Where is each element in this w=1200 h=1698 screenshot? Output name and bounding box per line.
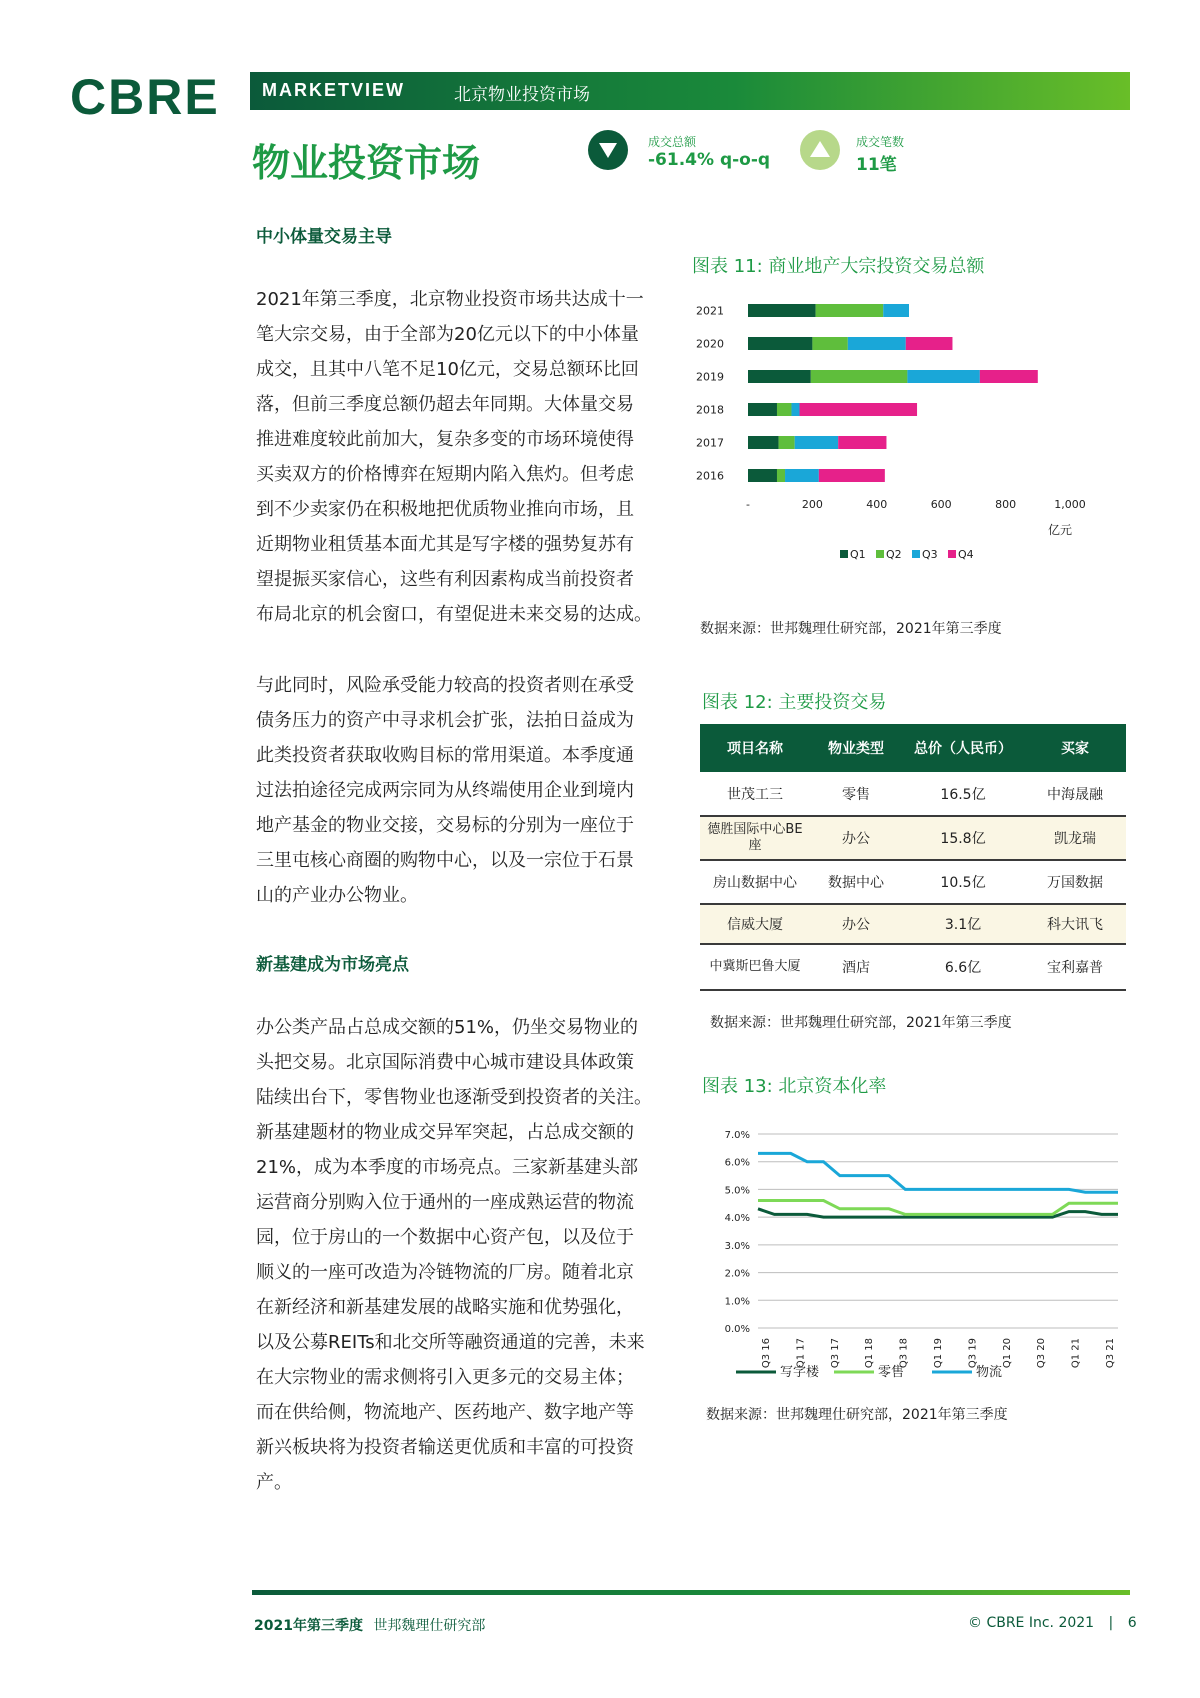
section-heading: 新基建成为市场亮点 [256,955,409,975]
table-cell: 信威大厦 [700,904,810,944]
text-line: 产。 [256,1472,292,1493]
table-header-cell: 总价（人民币） [902,724,1024,772]
fig13-x-tick: Q3 21 [1105,1338,1116,1369]
text-line: 三里屯核心商圈的购物中心，以及一宗位于石景 [256,850,634,871]
fig11-bar-segment [907,370,979,383]
fig11-legend-swatch [840,550,848,558]
fig13-y-tick: 6.0% [724,1157,750,1169]
fig11-title: 图表 11: 商业地产大宗投资交易总额 [692,256,985,277]
table-cell: 10.5亿 [902,860,1024,904]
table-cell: 中海晟融 [1024,772,1126,816]
text-line: 此类投资者获取收购目标的常用渠道。本季度通 [256,745,634,766]
fig11-x-unit: 亿元 [1047,523,1073,537]
table-header-row [700,724,1126,772]
banner-subtitle: 北京物业投资市场 [454,85,590,105]
fig13-y-tick: 4.0% [724,1213,750,1225]
table-cell: 房山数据中心 [700,860,810,904]
text-line: 推进难度较此前加大，复杂多变的市场环境使得 [256,429,634,450]
paragraph [256,668,676,913]
fig11-bar-segment [883,304,909,317]
fig13-y-tick: 1.0% [724,1296,750,1308]
text-line: 落，但前三季度总额仍超去年同期。大体量交易 [256,394,634,415]
table-row [700,816,1126,860]
fig11-category-label: 2020 [696,337,724,351]
banner-title: MARKETVIEW [262,80,405,100]
table-row [700,944,1126,990]
fig11-bar-segment [748,403,777,416]
paragraph [256,282,676,632]
fig11-category-label: 2019 [696,370,724,384]
fig13-x-tick: Q3 20 [1036,1338,1048,1369]
fig13-line-chart [700,1110,1130,1390]
text-line: 在新经济和新基建发展的战略实施和优势强化， [256,1297,634,1318]
fig11-source: 数据来源：世邦魏理仕研究部，2021年第三季度 [700,621,1002,637]
fig11-bar-chart [690,290,1130,610]
fig11-x-tick: 400 [866,498,888,511]
fig13-legend-label: 写字楼 [780,1365,820,1380]
fig13-x-tick: Q1 21 [1070,1338,1082,1369]
text-line: 与此同时，风险承受能力较高的投资者则在承受 [256,675,634,696]
table-cell: 零售 [810,772,902,816]
fig13-legend-label: 物流 [976,1365,1003,1380]
table-row [700,904,1126,944]
fig11-bar-segment [906,337,953,350]
fig13-y-tick: 2.0% [724,1268,750,1280]
fig13-x-tick: Q3 18 [898,1338,910,1369]
fig11-category-label: 2021 [696,304,724,318]
table-cell: 德胜国际中心BE座 [700,816,810,860]
footer-divider [252,1590,1130,1595]
table-cell: 15.8亿 [902,816,1024,860]
text-line: 2021年第三季度，北京物业投资市场共达成十一 [256,289,644,310]
fig11-bar-segment [748,337,812,350]
text-line: 成交，且其中八笔不足10亿元，交易总额环比回 [256,359,639,380]
fig11-category-label: 2016 [696,469,724,483]
fig12-title: 图表 12: 主要投资交易 [702,692,887,713]
fig11-legend-swatch [948,550,956,558]
text-line: 近期物业租赁基本面尤其是写字楼的强势复苏有 [256,534,634,555]
fig13-series-line [758,1153,1118,1192]
fig11-bar-segment [795,436,838,449]
fig11-bar-segment [748,370,811,383]
fig13-x-tick: Q1 18 [864,1338,876,1369]
table-row [700,772,1126,816]
kpi-volume-label: 成交总额 [648,135,697,149]
fig11-legend-swatch [912,550,920,558]
table-cell: 酒店 [810,944,902,990]
table-row [700,860,1126,904]
table-header-cell: 买家 [1024,724,1126,772]
fig11-bar-segment [811,370,908,383]
fig11-x-tick: 800 [995,498,1017,511]
fig11-category-label: 2018 [696,403,724,417]
fig11-bar-segment [748,469,777,482]
fig11-bar-segment [800,403,918,416]
fig13-source: 数据来源：世邦魏理仕研究部，2021年第三季度 [706,1407,1008,1423]
footer-separator: | [1108,1615,1114,1631]
table-header-cell: 项目名称 [700,724,810,772]
kpi-volume-value: -61.4% q-o-q [648,150,771,170]
text-line: 头把交易。北京国际消费中心城市建设具体政策 [256,1052,634,1073]
up-arrow-icon [800,130,840,170]
fig11-bar-segment [779,436,795,449]
text-line: 而在供给侧，物流地产、医药地产、数字地产等 [256,1402,634,1423]
page-number: 6 [1127,1615,1137,1631]
fig11-bar-segment [980,370,1038,383]
fig11-bar-segment [848,337,906,350]
text-line: 运营商分别购入位于通州的一座成熟运营的物流 [256,1192,634,1213]
section-heading: 中小体量交易主导 [256,227,392,247]
cbre-logo: CBRE [70,69,220,125]
fig11-bar-segment [819,469,885,482]
fig13-y-tick: 0.0% [724,1324,750,1335]
fig13-x-tick: Q3 16 [761,1338,772,1369]
fig11-category-label: 2017 [696,436,724,450]
text-line: 以及公募REITs和北交所等融资通道的完善，未来 [256,1332,645,1353]
footer-period: 2021年第三季度 [254,1618,363,1634]
footer-right [968,1615,1137,1631]
text-line: 笔大宗交易，由于全部为20亿元以下的中小体量 [256,324,639,345]
fig13-title: 图表 13: 北京资本化率 [702,1076,887,1097]
fig13-legend-label: 零售 [878,1365,905,1380]
text-line: 买卖双方的价格博弈在短期内陷入焦灼。但考虑 [256,464,634,485]
footer-left [254,1615,485,1635]
text-line: 过法拍途径完成两宗同为从终端使用企业到境内 [256,780,634,801]
fig11-bar-segment [838,436,886,449]
fig11-bar-segment [748,304,816,317]
fig11-legend-label: Q1 [850,548,866,561]
fig11-bar-segment [791,403,799,416]
text-line: 债务压力的资产中寻求机会扩张，法拍日益成为 [256,710,634,731]
text-line: 21%，成为本季度的市场亮点。三家新基建头部 [256,1157,639,1178]
fig11-legend-label: Q2 [886,548,902,561]
fig11-legend-swatch [876,550,884,558]
text-line: 布局北京的机会窗口，有望促进未来交易的达成。 [256,604,652,625]
text-line: 园，位于房山的一个数据中心资产包，以及位于 [256,1227,634,1248]
table-cell: 科大讯飞 [1024,904,1126,944]
table-cell: 世茂工三 [700,772,810,816]
text-line: 地产基金的物业交接，交易标的分别为一座位于 [256,815,634,836]
table-cell: 数据中心 [810,860,902,904]
fig13-x-tick: Q1 19 [933,1338,944,1369]
fig11-legend-label: Q4 [958,548,974,561]
kpi-count-value: 11笔 [856,155,897,175]
table-cell: 宝利嘉普 [1024,944,1126,990]
text-line: 山的产业办公物业。 [256,885,418,906]
fig13-y-tick: 7.0% [724,1130,750,1141]
footer-copyright: © CBRE Inc. 2021 [968,1615,1095,1631]
fig11-bar-segment [812,337,847,350]
fig13-x-tick: Q1 17 [795,1338,807,1369]
fig11-x-tick: 200 [801,498,823,511]
marketview-banner [250,72,1130,110]
fig12-source: 数据来源：世邦魏理仕研究部，2021年第三季度 [710,1015,1012,1031]
fig11-bar-segment [816,304,884,317]
text-line: 望提振买家信心，这些有利因素构成当前投资者 [256,569,634,590]
text-line: 新基建题材的物业成交异军突起，占总成交额的 [256,1122,634,1143]
fig13-y-tick: 5.0% [724,1185,750,1197]
table-cell: 办公 [810,816,902,860]
fig13-x-tick: Q3 17 [829,1338,841,1369]
table-cell: 16.5亿 [902,772,1024,816]
table-cell: 万国数据 [1024,860,1126,904]
table-cell: 3.1亿 [902,904,1024,944]
text-line: 新兴板块将为投资者输送更优质和丰富的可投资 [256,1437,634,1458]
table-cell: 中冀斯巴鲁大厦 [700,944,810,990]
fig11-x-tick: - [746,498,750,511]
down-arrow-icon [588,130,628,170]
fig11-bar-segment [785,469,819,482]
table-header-cell: 物业类型 [810,724,902,772]
footer-department: 世邦魏理仕研究部 [373,1618,486,1634]
fig11-x-tick: 1,000 [1054,498,1086,511]
text-line: 顺义的一座可改造为冷链物流的厂房。随着北京 [256,1262,634,1283]
paragraph [256,1010,676,1500]
fig13-x-tick: Q1 20 [1001,1338,1013,1369]
table-cell: 办公 [810,904,902,944]
page-title: 物业投资市场 [252,141,481,185]
fig13-x-tick: Q3 19 [967,1338,979,1369]
fig11-legend-label: Q3 [922,548,938,561]
table-cell: 6.6亿 [902,944,1024,990]
table-cell: 凯龙瑞 [1024,816,1126,860]
kpi-count-label: 成交笔数 [856,135,905,149]
fig11-bar-segment [777,403,791,416]
text-line: 到不少卖家仍在积极地把优质物业推向市场，且 [256,499,634,520]
fig11-bar-segment [777,469,785,482]
fig13-y-tick: 3.0% [724,1240,750,1252]
text-line: 办公类产品占总成交额的51%，仍坐交易物业的 [256,1017,639,1038]
fig11-x-tick: 600 [930,498,952,511]
deals-table [700,724,1126,991]
fig11-bar-segment [748,436,779,449]
text-line: 陆续出台下，零售物业也逐渐受到投资者的关注。 [256,1087,652,1108]
text-line: 在大宗物业的需求侧将引入更多元的交易主体； [256,1367,634,1388]
